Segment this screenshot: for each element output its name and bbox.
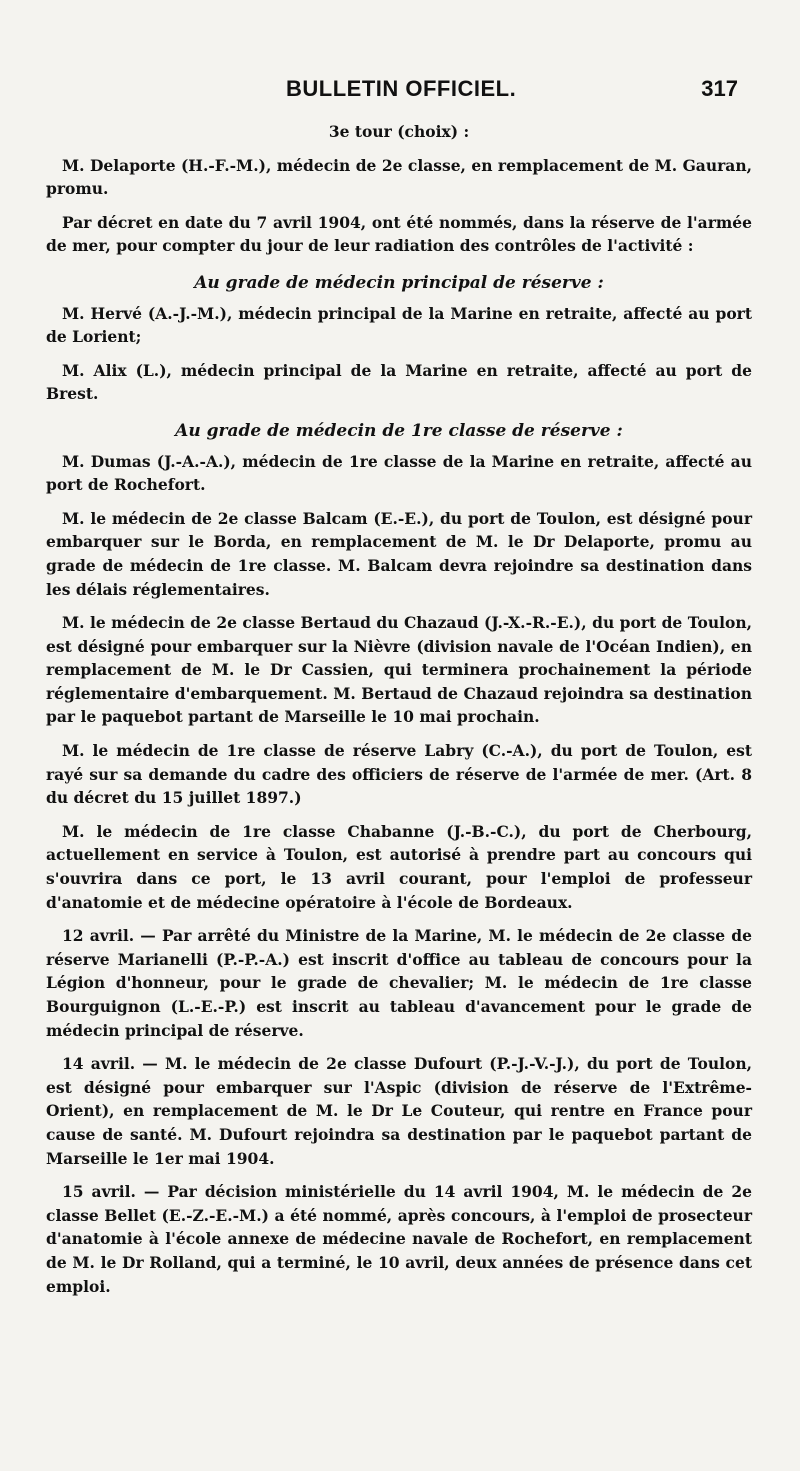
paragraph-chabanne: M. le médecin de 1re classe Chabanne (J.-B.-C.), du port de Cherbourg, actuellement en service à Toulon, est autorisé à prendre part au concours qui s'ouvrira dans ce port, le 13 avril courant, pour l'emploi de professeur d'anatomie et de médecine opératoire à l'école de Bordeaux. xyxy=(46,821,752,912)
paragraph-14-avril: 14 avril. — M. le médecin de 2e classe Dufourt (P.-J.-V.-J.), du port de Toulon, est désigné pour embarquer sur l'Aspic (division de réserve de l'Extrême-Orient), en remplacement de M. le Dr Le Couteur, qui rentre en France pour cause de santé. M. Dufourt rejoindra sa destination par le paquebot partant de Marseille le 1er mai 1904. xyxy=(46,1054,752,1168)
paragraph-labry: M. le médecin de 1re classe de réserve Labry (C.-A.), du port de Toulon, est rayé sur sa demande du cadre des officiers de réserve de l'armée de mer. (Art. 8 du décret du 15 juillet 1897.) xyxy=(46,741,752,808)
running-title: BULLETIN OFFICIEL. xyxy=(286,76,517,101)
page-header xyxy=(46,76,738,112)
paragraph-decret: Par décret en date du 7 avril 1904, ont été nommés, dans la réserve de l'armée de mer, pour compter du jour de leur radiation des contrôles de l'activité : xyxy=(46,212,752,256)
paragraph-15-avril: 15 avril. — Par décision ministérielle du 14 avril 1904, M. le médecin de 2e classe Bellet (E.-Z.-E.-M.) a été nommé, après concours, à l'emploi de prosecteur d'anatomie à l'école annexe de médecine navale de Rochefort, en remplacement de M. le Dr Rolland, qui a terminé, le 10 avril, deux années de présence dans cet emploi. xyxy=(46,1182,752,1296)
page-number: 317 xyxy=(701,76,738,101)
paragraph-bertaud: M. le médecin de 2e classe Bertaud du Chazaud (J.-X.-R.-E.), du port de Toulon, est désigné pour embarquer sur la Nièvre (division navale de l'Océan Indien), en remplacement de M. le Dr Cassien, qui terminera prochainement la période réglementaire d'embarquement. M. Bertaud de Chazaud rejoindra sa destination par le paquebot partant de Marseille le 10 mai prochain. xyxy=(46,613,752,727)
paragraph-delaporte: M. Delaporte (H.-F.-M.), médecin de 2e classe, en remplacement de M. Gauran, promu. xyxy=(46,155,752,199)
tour-heading: 3e tour (choix) : xyxy=(328,122,470,141)
section-heading-1re-classe: Au grade de médecin de 1re classe de réserve : xyxy=(175,420,623,441)
section-heading-principal: Au grade de médecin principal de réserve : xyxy=(194,272,604,293)
paragraph-12-avril: 12 avril. — Par arrêté du Ministre de la Marine, M. le médecin de 2e classe de réserve Marianelli (P.-P.-A.) est inscrit d'office au tableau de concours pour la Légion d'honneur, pour le grade de chevalier; M. le médecin de 1re classe Bourguignon (L.-E.-P.) est inscrit au tableau d'avancement pour le grade de médecin principal de réserve. xyxy=(46,926,752,1040)
document-body xyxy=(46,120,752,1308)
paragraph-dumas: M. Dumas (J.-A.-A.), médecin de 1re classe de la Marine en retraite, affecté au port de Rochefort. xyxy=(46,451,752,495)
paragraph-balcam: M. le médecin de 2e classe Balcam (E.-E.), du port de Toulon, est désigné pour embarquer sur le Borda, en remplacement de M. le Dr Delaporte, promu au grade de médecin de 1re classe. M. Balcam devra rejoindre sa destination dans les délais réglementaires. xyxy=(46,508,752,599)
paragraph-herve: M. Hervé (A.-J.-M.), médecin principal de la Marine en retraite, affecté au port de Lorient; xyxy=(46,303,752,347)
paragraph-alix: M. Alix (L.), médecin principal de la Marine en retraite, affecté au port de Brest. xyxy=(46,360,752,404)
